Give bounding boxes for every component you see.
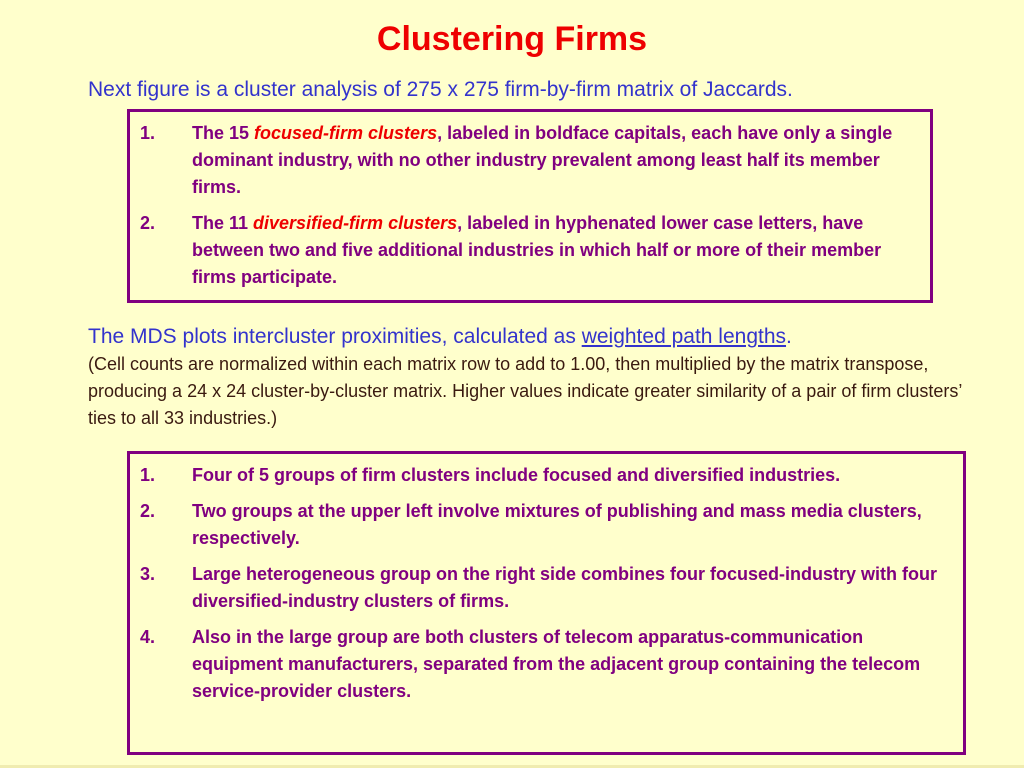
emphasis-focused-firm-clusters: focused-firm clusters: [254, 123, 438, 143]
list-number: 2.: [140, 213, 156, 233]
mds-lead-end: .: [786, 325, 792, 348]
slide-title: Clustering Firms: [376, 20, 648, 58]
definition-item-focused: [140, 120, 920, 201]
finding-item: [140, 498, 955, 552]
findings-box: [127, 451, 966, 755]
definitions-list: [140, 120, 920, 300]
item-text: Two groups at the upper left involve mixtures of publishing and mass media clusters, respectively.: [192, 501, 922, 548]
emphasis-diversified-firm-clusters: diversified-firm clusters: [253, 213, 458, 233]
mds-lead-text: The MDS plots intercluster proximities, calculated as: [88, 325, 582, 348]
weighted-path-lengths-link[interactable]: weighted path lengths: [581, 325, 787, 348]
intro-text: Next figure is a cluster analysis of 275 x 275 firm-by-firm matrix of Jaccards.: [88, 78, 793, 101]
item-text-after: , labeled in hyphenated lower case letters, have between two and five additional industries in which half or more of their member firms participate.: [192, 213, 882, 287]
findings-list: [140, 462, 955, 714]
list-number: 3.: [140, 564, 156, 584]
list-number: 2.: [140, 501, 156, 521]
definitions-box: [127, 109, 933, 303]
mds-description: [88, 323, 988, 432]
item-text-before: The 11: [192, 213, 254, 233]
list-number: 4.: [140, 627, 156, 647]
item-text-after: , labeled in boldface capitals, each have only a single dominant industry, with no other industry prevalent among least half its member firms.: [192, 123, 893, 197]
item-text: Large heterogeneous group on the right side combines four focused-industry with four diversified-industry clusters of firms.: [192, 564, 938, 611]
mds-note: (Cell counts are normalized within each matrix row to add to 1.00, then multiplied by the matrix transpose, producing a 24 x 24 cluster-by-cluster matrix. Higher values indicate greater similarity of a pair of firm clusters’ ties to all 33 industries.): [88, 354, 962, 428]
finding-item: [140, 561, 955, 615]
list-number: 1.: [140, 465, 156, 485]
finding-item: [140, 462, 955, 489]
item-text: Four of 5 groups of firm clusters include focused and diversified industries.: [192, 465, 841, 485]
finding-item: [140, 624, 955, 705]
item-text: Also in the large group are both clusters of telecom apparatus-communication equipment manufacturers, separated from the adjacent group containing the telecom service-provider clusters.: [192, 627, 921, 701]
item-text-before: The 15: [192, 123, 255, 143]
mds-lead-line: [88, 323, 988, 351]
list-number: 1.: [140, 123, 156, 143]
definition-item-diversified: [140, 210, 920, 291]
